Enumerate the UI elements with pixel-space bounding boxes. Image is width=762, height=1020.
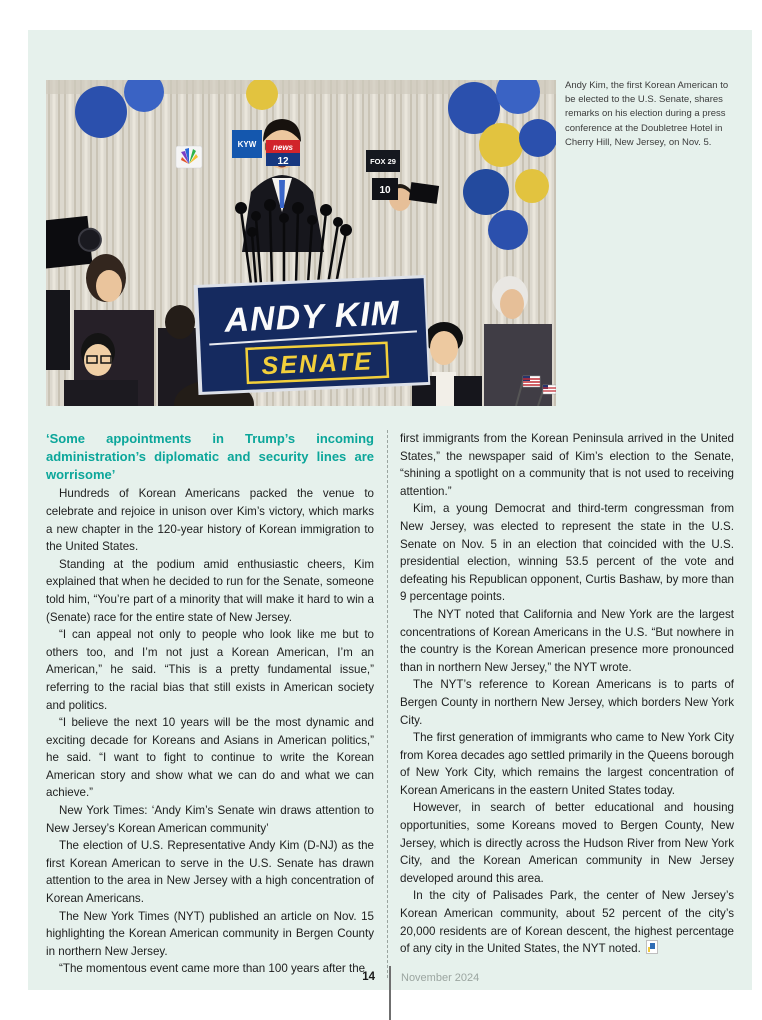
article-paragraph: “The momentous event came more than 100 years after the [59,962,366,976]
boy-face [430,331,458,365]
article-paragraph: “I believe the next 10 years will be the most dynamic and exciting decade for Koreans and Asians in American politics,” he said. “I want to fight to continue to write the Korean American story and show what we can do and what we can achieve.” [46,716,374,800]
footer-issue-date: November 2024 [401,972,480,984]
article-paragraph [400,887,734,957]
balloon [75,86,127,138]
podium-sign [194,275,431,395]
publication-end-mark-icon [646,940,658,954]
mic-flag-10 [372,178,398,200]
article-paragraph: The election of U.S. Representative Andy Kim (D-NJ) as the first Korean American to serve in the U.S. Senate has drawn attention to the area in New Jersey with a high concentration of Korean Americans. [46,839,374,906]
photo-illustration [46,80,556,406]
mic-flag-news12 [266,140,300,167]
nbc-peacock-icon [176,146,202,168]
balloon [488,210,528,250]
article-paragraph: The first generation of immigrants who came to New York City from Korea decades ago settled primarily in the Queens borough of New York City, which remains the largest concentration of Korean Americans in the eastern United States today. [400,731,734,797]
footer-divider-line [389,966,391,1020]
child-body [64,380,138,406]
article-paragraph: The NYT’s reference to Korean Americans is to parts of Bergen County in northern New Jersey, which borders New York City. [400,678,734,727]
article-column-right [400,430,734,978]
mic-flag-12-label: 12 [277,156,289,167]
mic-flag-kyw [232,130,262,158]
column-divider [387,430,388,978]
child-face [84,344,112,376]
article-paragraph: first immigrants from the Korean Peninsula arrived in the United States,” the newspaper said of Kim’s election to the Senate, “shining a spotlight on a community that is not used to receiving attention.” [400,432,734,498]
page-panel [28,30,752,990]
article-paragraph: New York Times: ‘Andy Kim’s Senate win draws attention to New Jersey’s Korean American community’ [46,804,374,835]
mic-flag-fox [366,150,400,172]
person-head [165,305,195,339]
footer-page-number: 14 [362,971,375,983]
balloon [463,169,509,215]
balloon [519,119,556,157]
article-paragraph: Kim, a young Democrat and third-term congressman from New Jersey, was elected to represent the state in the U.S. Senate on Nov. 5 in an election that coincided with the U.S. presidential election, winning 53.5 percent of the vote and defeating his Republican opponent, Curtis Bashaw, by more than 9 percentage points. [400,502,734,604]
person-face [96,270,122,302]
mic-flag-fox-label: FOX 29 [370,157,396,166]
tv-camera-left-body [46,290,70,370]
photo-press-conference [46,80,556,406]
article-body [46,430,735,978]
article-paragraph: Standing at the podium amid enthusiastic cheers, Kim explained that when he decided to run for the Senate, someone told him, “You’re part of a minority that will make it hard to win a (Senate) race for the entire state of New Jersey. [46,557,374,624]
tie [279,180,285,208]
article-paragraph: The New York Times (NYT) published an article on Nov. 15 highlighting the Korean American community in Bergen County in northern New Jersey. [46,909,374,958]
mic-flag-news-label: news [272,143,294,152]
photo-caption: Andy Kim, the first Korean American to be elected to the U.S. Senate, shares remarks on his election during a press conference at the Doubletree Hotel in Cherry Hill, New Jersey, on Nov. 5. [565,80,729,148]
article-column-left [46,430,374,978]
article-paragraph: Hundreds of Korean Americans packed the venue to celebrate and rejoice in unison over Kim’s victory, which marks a new chapter in the 120-year history of Korean immigration to the United States. [46,487,374,554]
article-headline: ‘Some appointments in Trump’s incoming administration’s diplomatic and security lines are worrisome’ [46,431,374,482]
balloon [515,169,549,203]
boy-suit [454,376,482,406]
woman-face [500,289,524,319]
mic-flag-kyw-label: KYW [237,140,257,149]
balloon [479,123,523,167]
mic-flag-10-label: 10 [379,185,391,196]
article-paragraph-text: In the city of Palisades Park, the center of New Jersey’s Korean American community, about 52 percent of the city’s 20,000 residents are of Korean descent, the highest percentage of any city in the United States, the NYT noted. [400,889,734,956]
sign-name-text: ANDY KIM [223,294,401,340]
article-paragraph: “I can appeal not only to people who look like me but to others too, and I’m not just a Korean American, I’m an American,” he said. “This is a pretty fundamental issue,” referring to the racial bias that still exists in American society and politics. [46,628,374,712]
sign-senate-text: SENATE [260,347,374,381]
article-paragraph: The NYT noted that California and New York are the largest concentrations of Korean Americans in the U.S. “But nowhere in the country is the Korean American presence more pronounced than in northern New Jersey,” the NYT wrote. [400,607,734,674]
article-paragraph: However, in search of better educational and housing opportunities, some Koreans moved to Bergen County, New Jersey, which is directly across the Hudson River from New York City, and the Korean American community in New Jersey developed around this area. [400,801,734,885]
